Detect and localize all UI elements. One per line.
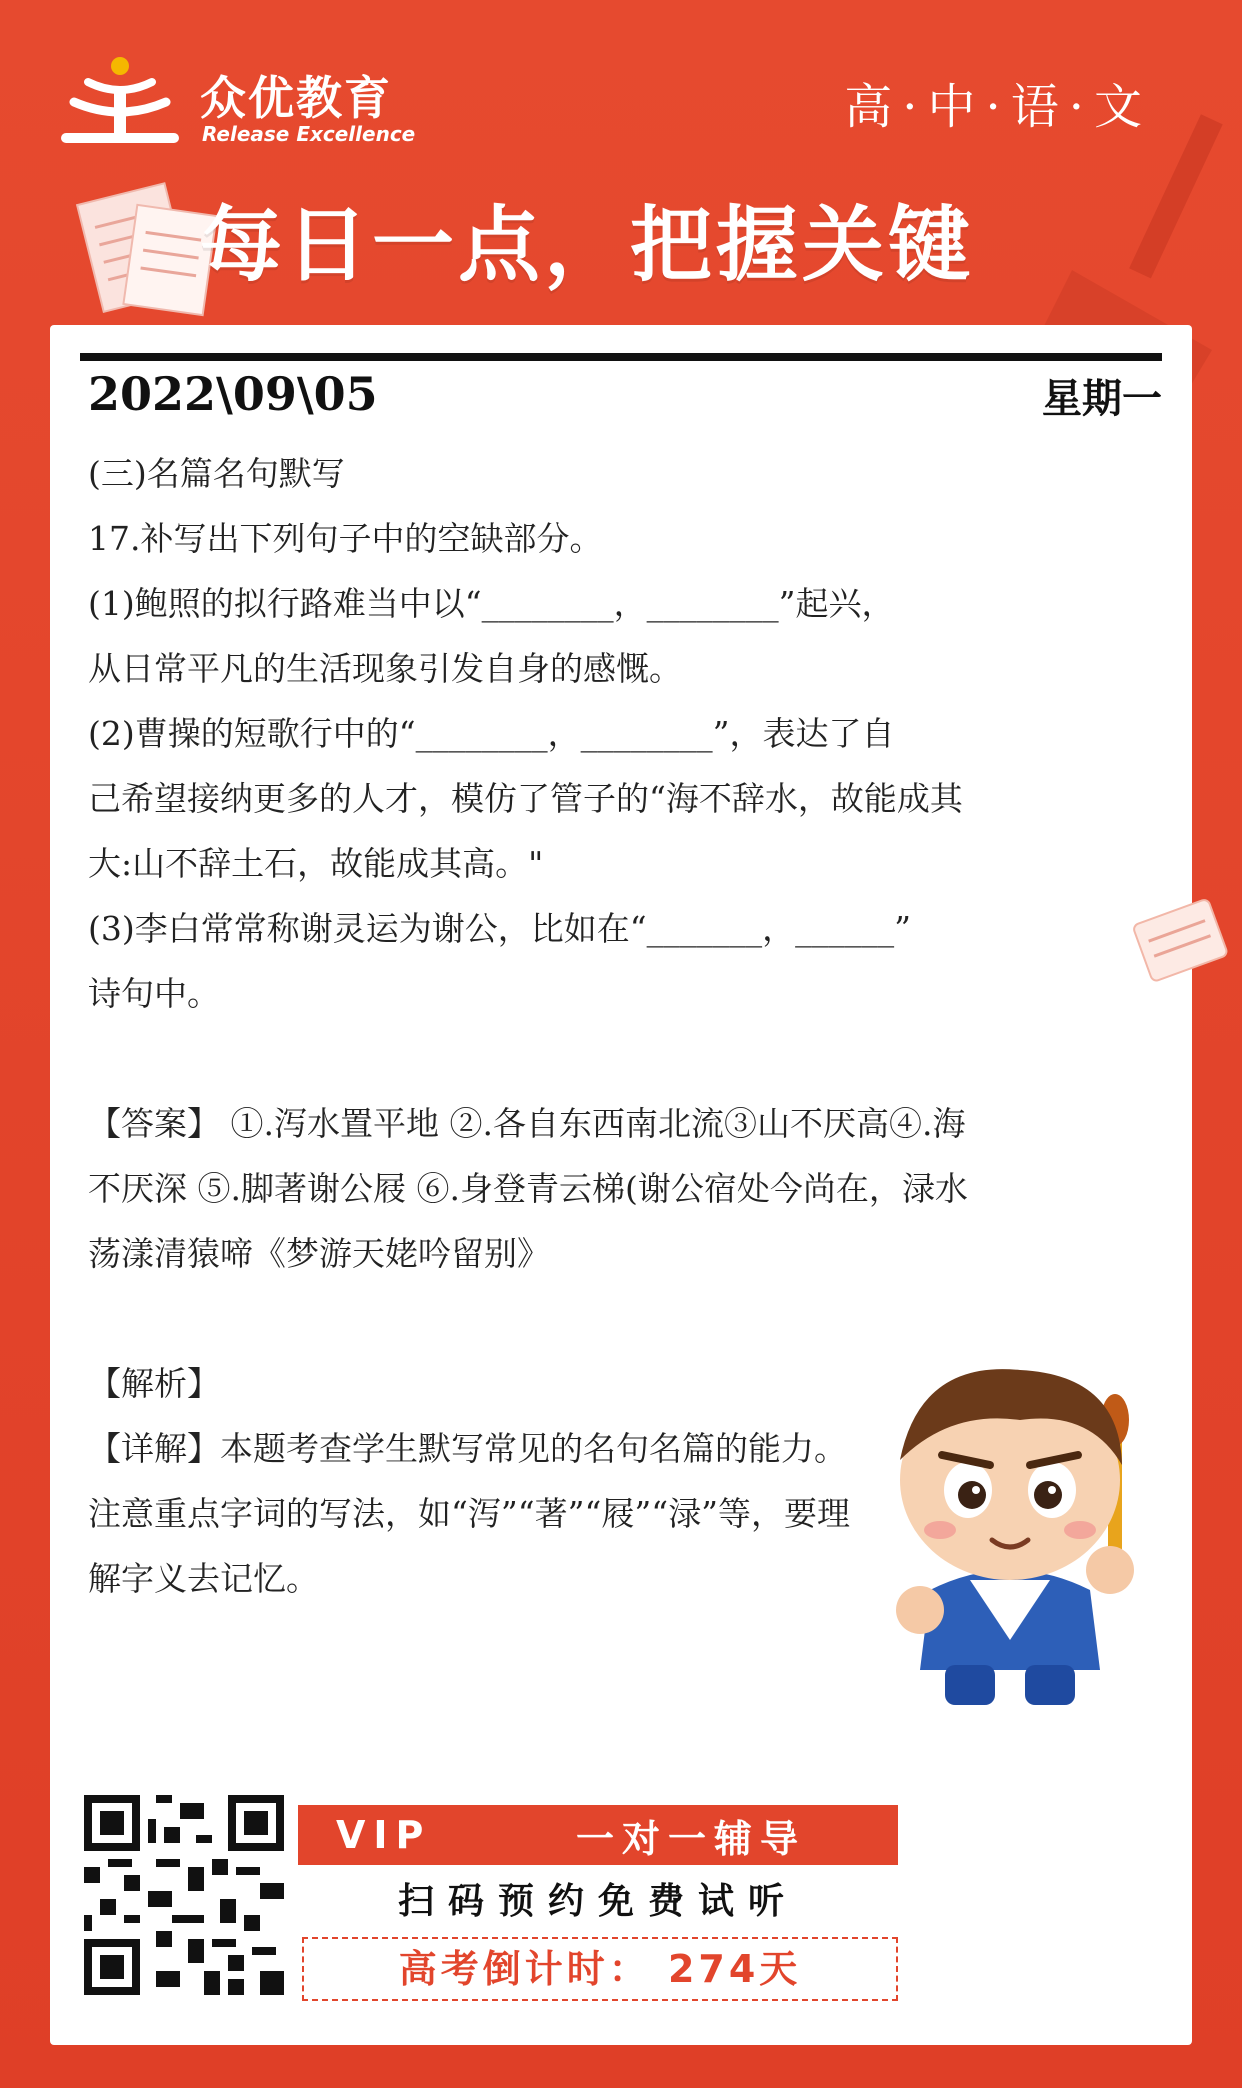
analysis-line: 解字义去记忆。 xyxy=(88,1559,319,1598)
date: 2022\09\05 xyxy=(88,367,378,421)
mascot-icon xyxy=(860,1340,1160,1720)
question-line: 大:山不辞土石，故能成其高。" xyxy=(88,844,544,883)
subject-label: 高·中·语·文 xyxy=(844,79,1152,135)
question-line: (1)鲍照的拟行路难当中以“________，________”起兴， xyxy=(88,584,895,623)
question-line: 己希望接纳更多的人才，模仿了管子的“海不辞水，故能成其 xyxy=(88,779,963,818)
question-stem: 17.补写出下列句子中的空缺部分。 xyxy=(88,519,603,558)
question-line: 从日常平凡的生活现象引发自身的感慨。 xyxy=(88,649,682,688)
vip-banner[interactable] xyxy=(298,1805,898,1865)
answer-line: 荡漾清猿啼《梦游天姥吟留别》 xyxy=(88,1234,550,1273)
answer-line: 不厌深 ⑤.脚著谢公屐 ⑥.身登青云梯(谢公宿处今尚在，渌水 xyxy=(88,1169,968,1208)
analysis-line: 【详解】本题考查学生默写常见的名句名篇的能力。 xyxy=(88,1429,847,1468)
question-line: 诗句中。 xyxy=(88,974,220,1013)
brand-logo xyxy=(60,52,440,152)
section-title: (三)名篇名句默写 xyxy=(88,454,345,493)
divider xyxy=(80,353,1162,361)
vip-label: VIP xyxy=(336,1813,432,1857)
brand-name: 众优教育 xyxy=(200,71,392,125)
logo-mark-icon xyxy=(60,52,180,152)
headline: 每日一点，把握关键 xyxy=(200,198,975,293)
brand-tagline: Release Excellence xyxy=(202,122,416,146)
analysis-line: 注意重点字词的写法，如“泻”“著”“屐”“渌”等，要理 xyxy=(88,1494,850,1533)
content-card xyxy=(50,325,1192,2045)
scan-text: 扫码预约免费试听 xyxy=(397,1881,798,1922)
question-line: (2)曹操的短歌行中的“________，________”，表达了自 xyxy=(88,714,895,753)
qr-code-icon[interactable] xyxy=(84,1795,284,1995)
one-on-one-label: 一对一辅导 xyxy=(576,1816,807,1861)
question-line: (3)李白常常称谢灵运为谢公，比如在“_______，______” xyxy=(88,909,911,948)
paper-scrap-icon xyxy=(1122,890,1242,1000)
paper-icon xyxy=(70,180,220,320)
answer-line: 【答案】 ①.泻水置平地 ②.各自东西南北流③山不厌高④.海 xyxy=(88,1104,966,1143)
analysis-title: 【解析】 xyxy=(88,1364,220,1403)
weekday: 星期一 xyxy=(1042,375,1162,422)
exam-countdown: 高考倒计时： 274天 xyxy=(302,1937,898,2001)
